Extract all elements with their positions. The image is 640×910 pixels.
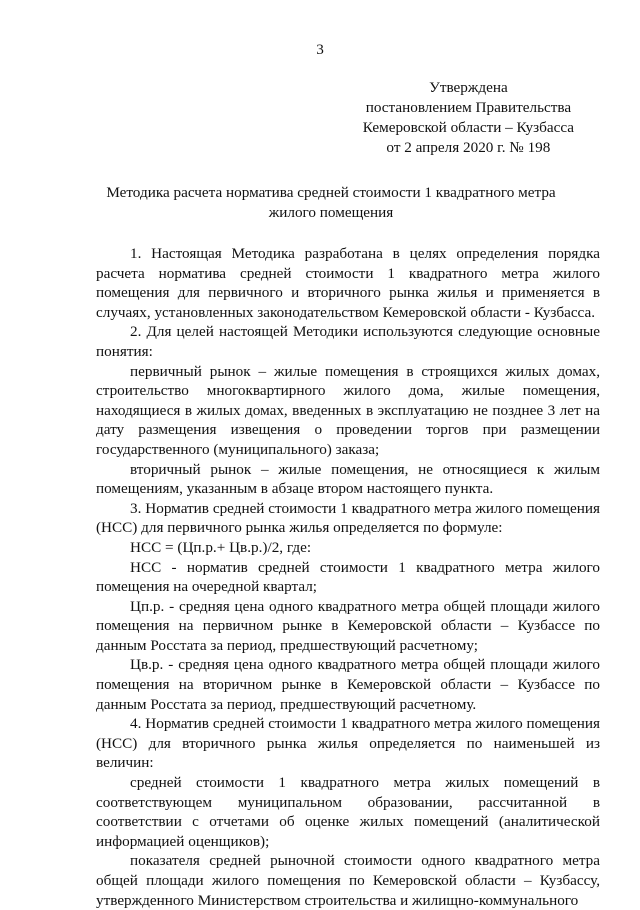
paragraph-2: 2. Для целей настоящей Методики используются следующие основные понятия: — [96, 323, 600, 360]
document-body — [96, 244, 600, 910]
paragraph-primary-market: первичный рынок – жилые помещения в строящихся жилых домах, строительство многоквартирного жилого дома, жилые помещения, находящиеся в жилых домах, введенных в эксплуатацию не позднее 3 лет на дату размещения извещения о проведении торгов при размещении государственного (муниципального) заказа; — [96, 362, 600, 458]
approval-block — [363, 78, 574, 158]
approval-line: Кемеровской области – Кузбасса — [362, 119, 574, 136]
definition-primary-price: Цп.р. - средняя цена одного квадратного метра общей площади жилого помещения на первичном рынке в Кемеровской области – Кузбассе по данным Росстата за период, предшествующий расчетному; — [96, 597, 600, 654]
page-number: 3 — [316, 41, 324, 58]
approval-line: постановлением Правительства — [365, 99, 572, 116]
paragraph-1: 1. Настоящая Методика разработана в целях определения порядка расчета норматива средней стоимости 1 квадратного метра жилого помещения для первичного и вторичного рынка жилья и применяется в случаях, установленных законодательством Кемеровской области - Кузбасса. — [96, 245, 600, 321]
paragraph-secondary-market: вторичный рынок – жилые помещения, не относящиеся к жилым помещениям, указанным в абзаце втором настоящего пункта. — [96, 460, 600, 498]
paragraph-ministry-indicator: показателя средней рыночной стоимости одного квадратного метра общей площади жилого помещения по Кемеровской области – Кузбассу, утвержденного Министерством строительства и жилищно-коммунального — [96, 852, 600, 909]
paragraph-appraisal: средней стоимости 1 квадратного метра жилых помещений в соответствующем муниципальном образовании, рассчитанной в соответствии с отчетами об оценке жилых помещений (аналитической информацией оценщиков); — [96, 774, 600, 850]
approval-line: Утверждена — [429, 79, 508, 96]
paragraph-3: 3. Норматив средней стоимости 1 квадратного метра жилого помещения (НСС) для первичного рынка жилья определяется по формуле: — [96, 499, 600, 537]
definition-nss: НСС - норматив средней стоимости 1 квадратного метра жилого помещения на очередной квартал; — [96, 558, 600, 596]
formula: НСС = (Цп.р.+ Цв.р.)/2, где: — [130, 538, 312, 556]
definition-secondary-price: Цв.р. - средняя цена одного квадратного метра общей площади жилого помещения на вторичном рынке в Кемеровской области – Кузбассе по данным Росстата за период, предшествующий расчетному. — [96, 656, 600, 713]
paragraph-4: 4. Норматив средней стоимости 1 квадратного метра жилого помещения (НСС) для вторичного рынка жилья определяется по наименьшей из величин: — [96, 715, 600, 772]
approval-line: от 2 апреля 2020 г. № 198 — [386, 139, 551, 156]
document-title: Методика расчета норматива средней стоимости 1 квадратного метра жилого помещения — [106, 184, 556, 221]
